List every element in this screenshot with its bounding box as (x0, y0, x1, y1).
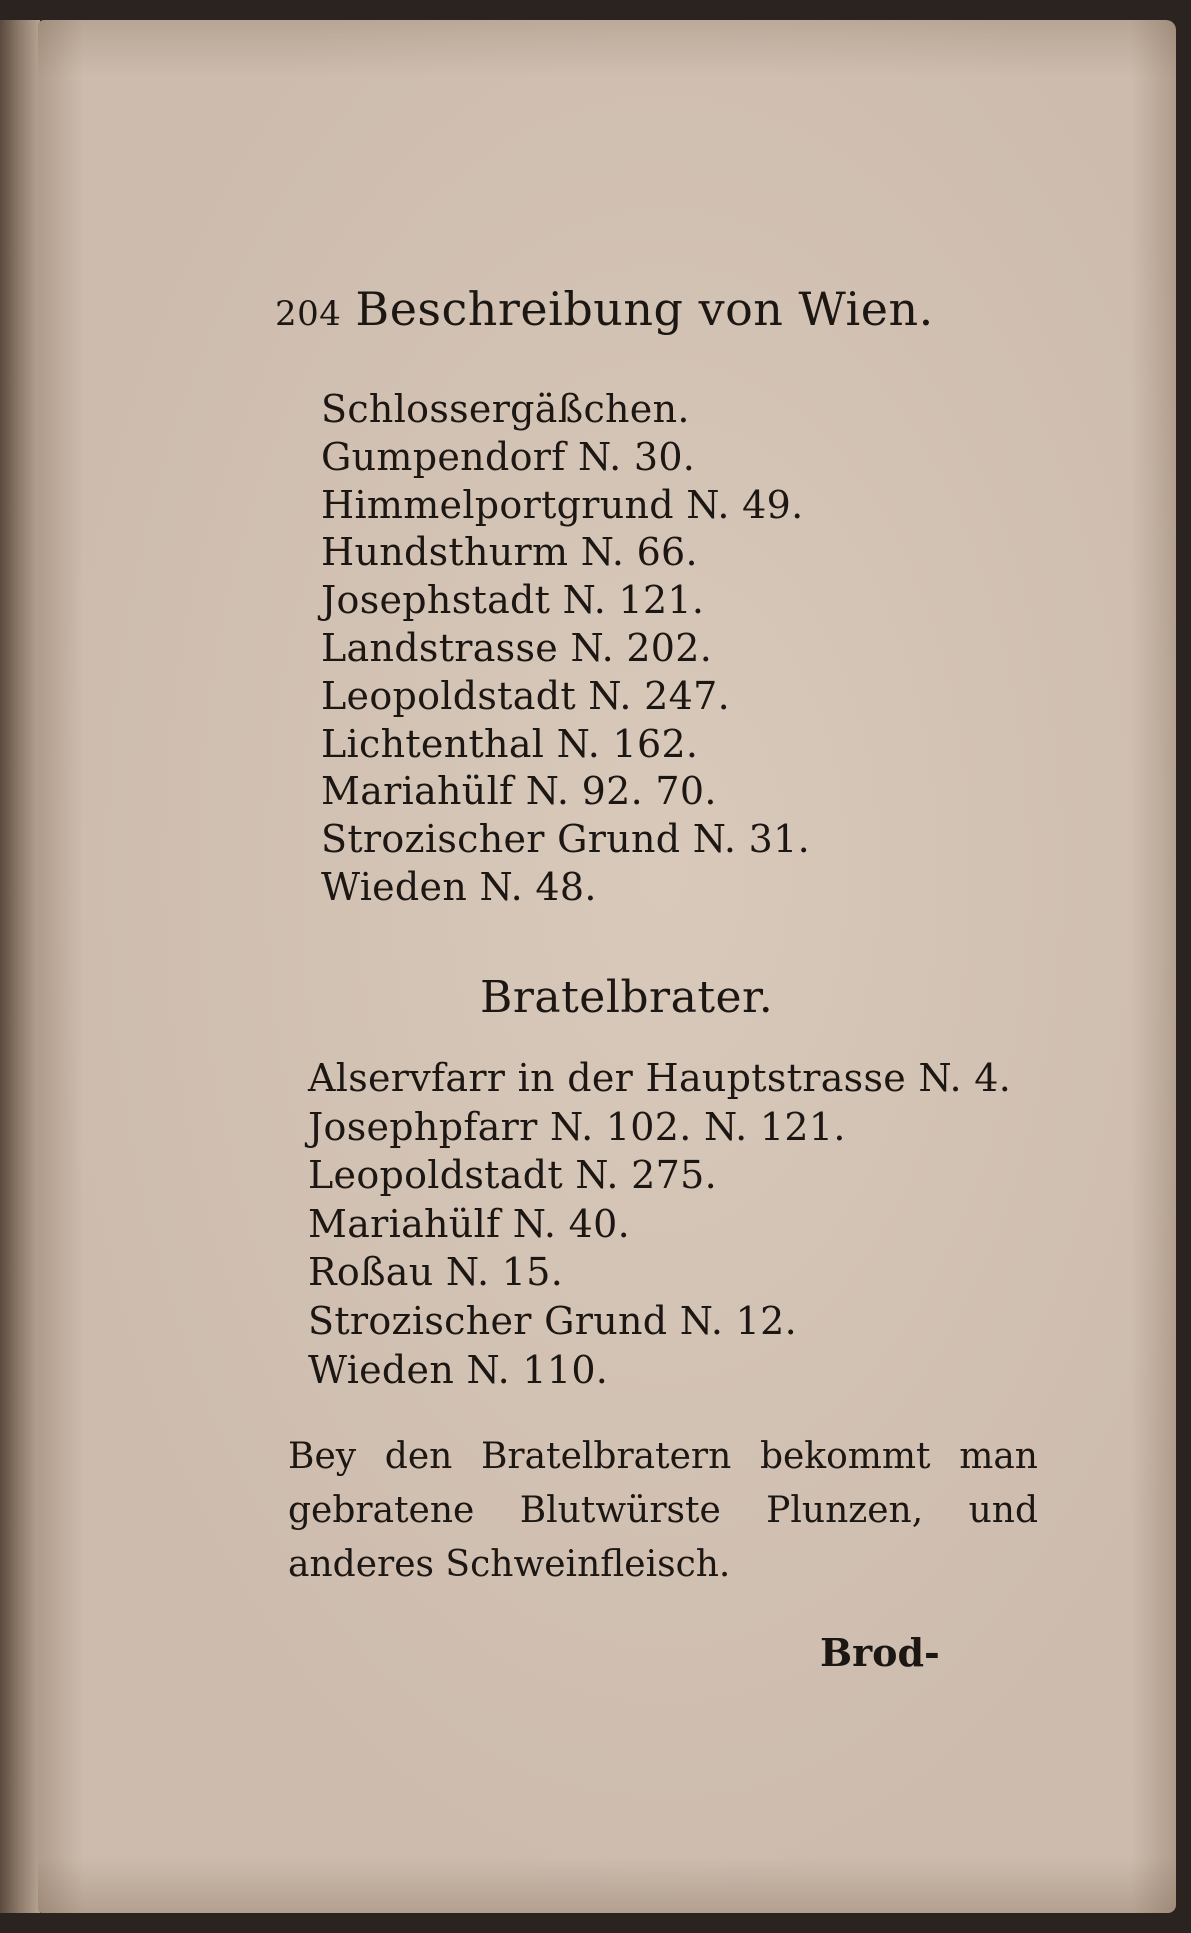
list-item: Josephstadt N. 121. (321, 578, 705, 623)
list-item: Mariahülf N. 40. (308, 1201, 630, 1246)
list-item: Strozischer Grund N. 12. (308, 1298, 797, 1343)
page-fore-edge (0, 20, 40, 1913)
book-page (38, 20, 1176, 1913)
page-text-area (38, 20, 1176, 1913)
list-item: Josephpfarr N. 102. N. 121. (308, 1104, 846, 1149)
list-item: Lichtenthal N. 162. (321, 721, 699, 766)
body-paragraph: Bey den Bratelbratern bekommt man gebratene Blutwürste Plunzen, und anderes Schweinfleisch. (288, 1436, 1038, 1585)
address-list-two (308, 1054, 1011, 1394)
list-item: Leopoldstadt N. 275. (308, 1153, 717, 1198)
page-number: 204 (275, 294, 342, 334)
list-item: Hundsthurm N. 66. (321, 530, 698, 575)
list-item: Wieden N. 48. (321, 864, 597, 909)
list-item: Strozischer Grund N. 31. (321, 817, 810, 862)
list-item: Wieden N. 110. (308, 1347, 609, 1392)
list-item: Schlossergäßchen. (321, 387, 690, 431)
list-item: Himmelportgrund N. 49. (321, 482, 804, 527)
list-item: Gumpendorf N. 30. (321, 434, 696, 479)
address-list-one (321, 386, 810, 912)
list-item: Alservfarr in der Hauptstrasse N. 4. (308, 1056, 1012, 1100)
catchword: Brod- (820, 1630, 940, 1675)
list-item: Roßau N. 15. (308, 1250, 564, 1295)
running-title: Beschreibung von Wien. (355, 282, 934, 336)
list-item: Landstrasse N. 202. (321, 625, 713, 670)
list-item: Leopoldstadt N. 247. (321, 673, 730, 718)
section-heading: Bratelbrater. (480, 972, 774, 1023)
running-head (275, 282, 934, 336)
list-item: Mariahülf N. 92. 70. (321, 769, 717, 814)
